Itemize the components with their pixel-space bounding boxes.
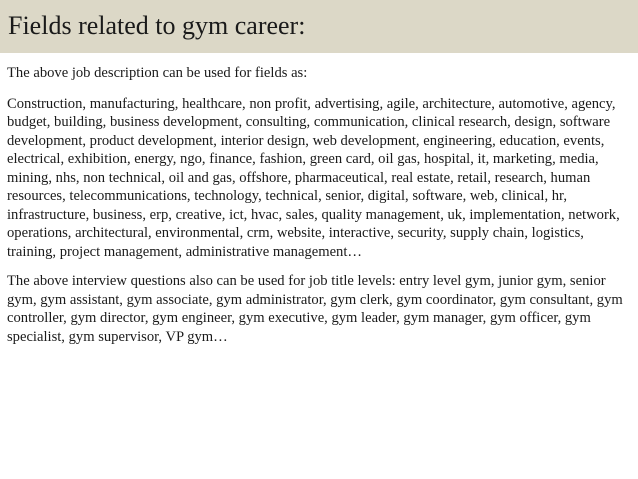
slide-body: [7, 64, 633, 346]
title-bar: [0, 0, 638, 53]
fields-list: Construction, manufacturing, healthcare, non profit, advertising, agile, architecture, automotive, agency, budget, building, business development, consulting, communication, clinical research, design, software development, product development, interior design, web development, engineering, education, events, electrical, exhibition, energy, ngo, finance, fashion, green card, oil gas, hospital, it, marketing, media, mining, nhs, non technical, oil and gas, offshore, pharmaceutical, real estate, retail, research, human resources, telecommunications, technology, technical, senior, digital, software, web, clinical, hr, infrastructure, business, erp, creative, ict, hvac, sales, quality management, uk, implementation, network, operations, architectural, environmental, crm, website, interactive, security, supply chain, logistics, training, project management, administrative management…: [7, 95, 620, 260]
intro-text: The above job description can be used for fields as:: [7, 65, 308, 81]
slide-title: Fields related to gym career:: [8, 11, 306, 40]
job-levels-text: The above interview questions also can be used for job title levels: entry level gym, junior gym, senior gym, gym assistant, gym associate, gym administrator, gym clerk, gym coordinator, gym consultant, gym controller, gym director, gym engineer, gym executive, gym leader, gym manager, gym officer, gym specialist, gym supervisor, VP gym…: [7, 273, 623, 345]
